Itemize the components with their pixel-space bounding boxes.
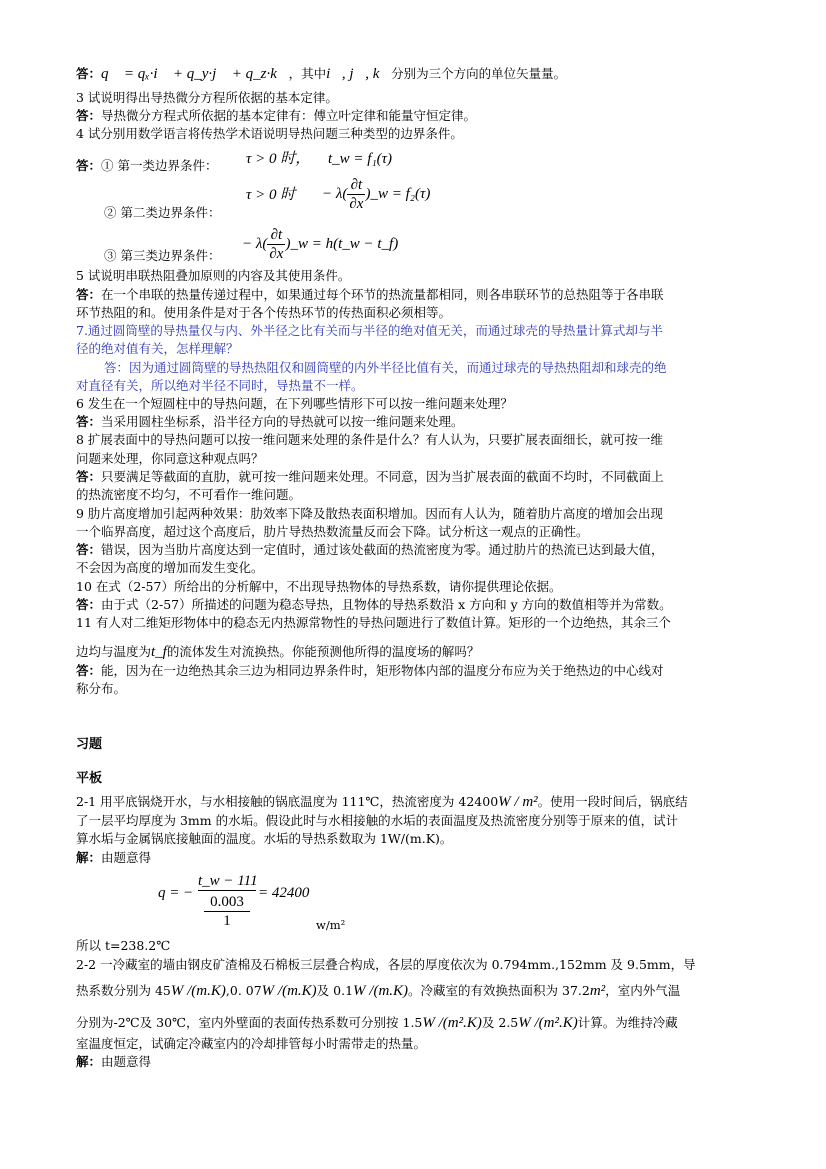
question-9-line-1: 9 肋片高度增加引起两种效果：肋效率下降及散热表面积增加。因而有人认为，随着肋片高度的增加会出现 (76, 506, 663, 521)
answer-label: 答： (76, 414, 102, 429)
equation-rhs: = 42400 (258, 885, 310, 901)
bc-first-label (76, 158, 218, 174)
answer-label: 答： (76, 469, 102, 484)
answer-11-line-2: 称分布。 (76, 681, 127, 696)
question-11-line-1: 11 有人对二维矩形物体中的稳态无内热源常物性的导热问题进行了数值计算。矩形的一个边绝热，其余三个 (76, 615, 671, 630)
fraction-numerator: ∂t (267, 226, 285, 245)
problem-2-1-line-1 (76, 794, 688, 810)
problem-2-1-line-3: 算水垢与金属锅底接触面的温度。水垢的导热系数取为 1W/(m.K)。 (76, 831, 453, 846)
answer-7-line-1: 答：因为通过圆筒壁的导热热阻仅和圆筒壁的内外半径比值有关，而通过球壳的导热热阻却和球壳的绝 (104, 360, 667, 375)
question-9-line-2: 一个临界高度，超过这个高度后，肋片导热热数流量反而会下降。试分析这一观点的正确性。 (76, 524, 589, 539)
text-span: 由于式（2-57）所描述的问题为稳态导热，且物体的导热系数沿 x 方向和 y 方向的数值相等并为常数。 (101, 597, 672, 612)
answer-8-line-1 (76, 469, 664, 485)
unit-vectors: i⃗, j⃗, k⃗ (326, 66, 392, 82)
answer-6 (76, 414, 464, 430)
bc-second-condition: τ > 0 时 (246, 187, 296, 203)
text-span: 由题意得 (101, 850, 152, 865)
question-6: 6 发生在一个短圆柱中的导热问题，在下列哪些情形下可以按一维问题来处理？ (76, 396, 513, 411)
text-span: 错误，因为当肋片高度达到一定值时，通过该处截面的热流密度为零。通过肋片的热流已达到最大值， (101, 542, 664, 557)
math-span: − λ( (322, 185, 348, 202)
text-span: 分别为三个方向的单位矢量量。 (391, 66, 567, 81)
answer-label: 答： (76, 597, 102, 612)
text-span: 的流体发生对流换热。你能预测他所得的温度场的解吗？ (166, 644, 480, 659)
answer-label: 答： (76, 542, 102, 557)
subsection-heading-flat-plate: 平板 (76, 771, 103, 786)
problem-2-2-line-1: 2-2 一冷藏室的墙由钢皮矿渣棉及石棉板三层叠合构成，各层的厚度依次为 0.794mm.,152mm 及 9.5mm，导 (76, 957, 696, 972)
partial-fraction (347, 176, 365, 213)
equation-numerator: t_w − 111 (198, 873, 258, 889)
equation-unit: w/m² (316, 918, 346, 932)
text-span: 。使用一段时间后，锅底结 (537, 794, 688, 809)
heat-flux-formula: q⃗ = qₓ·i⃗ + q_y·j⃗ + q_z·k⃗ (101, 66, 289, 82)
answer-7-line-2: 对直径有关，所以绝对半径不同时，导热量不一样。 (76, 378, 364, 393)
answer-11-line-1 (76, 663, 664, 679)
text-span: 在一个串联的热量传递过程中，如果通过每个环节的热流量都相同，则各串联环节的总热阻等于各串联 (101, 287, 664, 302)
text-span: 2-1 用平底锅烧开水，与水相接触的锅底温度为 111℃，热流密度为 42400 (76, 794, 499, 809)
answer-3 (76, 108, 476, 124)
solution-label: 解： (76, 850, 102, 865)
answer-label: 答： (76, 158, 102, 173)
partial-fraction (267, 226, 285, 263)
problem-2-2-line-4: 室温度恒定，试确定冷藏室内的冷却排管每小时需带走的热量。 (76, 1036, 427, 1051)
answer-label: 答： (76, 66, 102, 81)
question-7-line-1: 7.通过圆筒壁的导热量仅与内、外半径之比有关而与半径的绝对值无关，而通过球壳的导热量计算式却与半 (76, 323, 663, 338)
answer-10 (76, 597, 672, 613)
text-span: 边均与温度为 (76, 644, 152, 659)
answer-text: 导热微分方程式所依据的基本定律有：傅立叶定律和能量守恒定律。 (101, 108, 477, 123)
question-11-line-2 (76, 644, 479, 660)
math-span: W /(m².K) (422, 1015, 482, 1031)
problem-2-2-line-3 (76, 1015, 678, 1031)
text-span: 及 2.5 (481, 1015, 519, 1030)
solution-2-1-result: 所以 t=238.2℃ (76, 938, 171, 953)
question-4: 4 试分别用数学语言将传热学术语说明导热问题三种类型的边界条件。 (76, 126, 463, 141)
math-span: W /(m².K) (518, 1015, 578, 1031)
text-span: 。冷藏室的有效换热面积为 37.2 (408, 983, 590, 998)
fraction-numerator: ∂t (347, 176, 365, 195)
bc-first-condition: τ > 0 时， (246, 151, 311, 167)
solution-label: 解： (76, 1054, 102, 1069)
math-span: − λ( (242, 235, 268, 252)
unit-heat-flux: W / m² (498, 794, 538, 810)
text-span: 只要满足等截面的直肋，就可按一维问题来处理。不同意，因为当扩展表面的截面不均时，不同截面上 (101, 469, 664, 484)
math-span: W /(m.K) (353, 983, 409, 999)
bc-second-equation (322, 176, 430, 213)
equation-q-lhs: q = − (158, 885, 194, 901)
fluid-temp-symbol: t_f (151, 644, 167, 660)
text-span: ，室内外气温 (605, 983, 681, 998)
text-span: 及 0.1 (316, 983, 354, 998)
bc-second-label: ② 第二类边界条件： (104, 205, 221, 220)
answer-9-line-1 (76, 542, 664, 558)
answer-line-heat-flux-vector (76, 66, 566, 82)
text-span: ,0. 07 (225, 983, 262, 998)
problem-2-2-line-2 (76, 983, 680, 999)
text-span: ，其中 (288, 66, 327, 81)
text-span: 计算。为维持冷藏 (577, 1015, 678, 1030)
math-span: )_w = h(t_w − t_f) (285, 235, 399, 252)
math-span: )_w = f₂(τ) (365, 185, 431, 202)
fraction-denominator: ∂x (269, 246, 284, 262)
fraction-denominator: ∂x (349, 196, 364, 212)
math-span: m² (589, 983, 606, 999)
solution-2-1-intro (76, 850, 151, 866)
answer-label: 答： (76, 108, 102, 123)
answer-5-line-1 (76, 287, 664, 303)
bc-third-label: ③ 第三类边界条件： (104, 248, 221, 263)
math-span: W /(m.K) (170, 983, 226, 999)
question-5: 5 试说明串联热阻叠加原则的内容及其使用条件。 (76, 268, 351, 283)
text-span: 当采用圆柱坐标系，沿半径方向的导热就可以按一维问题来处理。 (101, 414, 464, 429)
problem-2-1-line-2: 了一层平均厚度为 3mm 的水垢。假设此时与水相接触的水垢的表面温度及热流密度分别等于原来的值，试计 (76, 813, 679, 828)
math-span: W /(m.K) (261, 983, 317, 999)
equation-fraction (198, 872, 256, 930)
equation-inner-numerator: 0.003 (204, 893, 250, 912)
bc-first-text: ① 第一类边界条件： (101, 158, 218, 173)
bc-third-equation (242, 226, 398, 263)
question-10: 10 在式（2-57）所给出的分析解中，不出现导热物体的导热系数，请你提供理论依据。 (76, 579, 562, 594)
text-span: 能，因为在一边绝热其余三边为相同边界条件时，矩形物体内部的温度分布应为关于绝热边的中心线对 (101, 663, 664, 678)
answer-5-line-2: 环节热阻的和。使用条件是对于各个传热环节的传热面积必须相等。 (76, 305, 452, 320)
equation-inner-denominator: 1 (223, 913, 231, 929)
text-span: 热系数分别为 45 (76, 983, 171, 998)
answer-label: 答： (76, 663, 102, 678)
answer-8-line-2: 的热流密度不均匀，不可看作一维问题。 (76, 487, 302, 502)
answer-9-line-2: 不会因为高度的增加而发生变化。 (76, 560, 264, 575)
section-heading-exercises: 习题 (76, 737, 103, 752)
answer-label: 答： (76, 287, 102, 302)
bc-first-equation: t_w = f₁(τ) (328, 151, 393, 167)
question-8-line-2: 问题来处理，你同意这种观点吗？ (76, 451, 264, 466)
question-3: 3 试说明得出导热微分方程所依据的基本定律。 (76, 90, 338, 105)
solution-2-2-intro (76, 1054, 151, 1070)
question-7-line-2: 径的绝对值有关，怎样理解？ (76, 341, 239, 356)
question-8-line-1: 8 扩展表面中的导热问题可以按一维问题来处理的条件是什么？有人认为，只要扩展表面细长，就可按一维 (76, 432, 663, 447)
text-span: 分别为-2℃及 30℃，室内外壁面的表面传热系数可分别按 1.5 (76, 1015, 423, 1030)
text-span: 由题意得 (101, 1054, 152, 1069)
